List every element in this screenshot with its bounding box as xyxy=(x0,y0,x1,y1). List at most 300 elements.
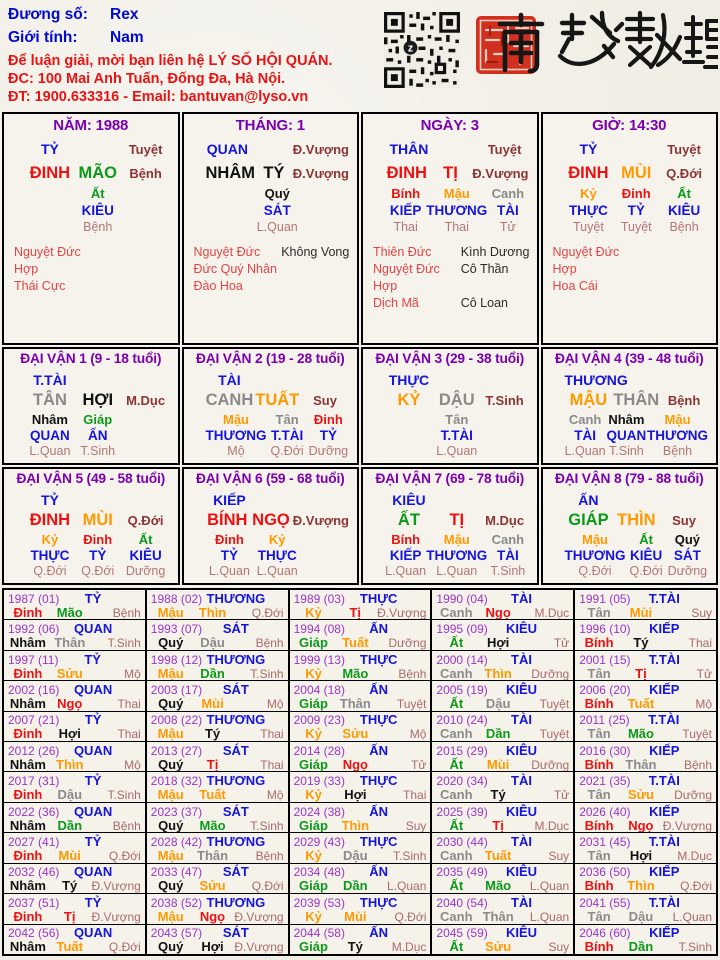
year-cell xyxy=(290,925,431,954)
year-pillar-line xyxy=(579,909,712,924)
year-stem: Giáp xyxy=(299,635,328,650)
year-cell xyxy=(290,803,431,832)
hidden-ten-god: TỶ xyxy=(89,548,107,563)
year-pillar-line xyxy=(294,818,427,833)
ten-god-label: QUAN xyxy=(206,141,248,157)
year-header-line xyxy=(8,591,141,605)
year-stage: Dưỡng xyxy=(531,666,570,681)
year-cell xyxy=(147,925,288,954)
year-pillar-line xyxy=(579,696,712,711)
year-pillar-line xyxy=(8,635,141,650)
year-cell xyxy=(432,772,573,801)
year-stage: Suy xyxy=(548,940,570,954)
year-stem: Mậu xyxy=(157,908,184,924)
hidden-stage: Q.Đới xyxy=(81,564,115,578)
year-ten-god: KIẾP xyxy=(649,681,680,697)
year-label: 1994 (08) xyxy=(293,622,345,637)
month-stage-label: Tuyệt xyxy=(487,141,522,157)
year-stage: Q.Đới xyxy=(108,849,141,863)
year-cell xyxy=(4,833,145,862)
year-branch: Thân xyxy=(625,756,657,772)
year-stem: Canh xyxy=(440,848,473,863)
hidden-stems xyxy=(4,532,178,580)
year-stage: L.Quan xyxy=(529,909,570,924)
year-branch: Tý xyxy=(490,787,506,802)
year-label: 1997 (11) xyxy=(8,652,59,667)
year-ten-god: KIÊU xyxy=(505,803,537,819)
year-pillar-line xyxy=(8,878,141,893)
hidden-stage: L.Quan xyxy=(385,564,427,578)
earthly-branch: MÙI xyxy=(621,163,652,182)
neutral-star xyxy=(281,261,353,278)
hidden-stems xyxy=(543,532,717,580)
year-cell xyxy=(575,651,716,680)
year-ten-god: T.TÀI xyxy=(648,651,680,667)
year-header-line xyxy=(151,925,284,939)
year-label: 2042 (56) xyxy=(8,926,60,941)
year-pillar-line xyxy=(151,939,284,954)
year-cell xyxy=(432,712,573,741)
year-label: 1991 (05) xyxy=(579,591,631,606)
year-stem: Tân xyxy=(587,665,611,681)
year-pillar-line xyxy=(436,726,569,741)
year-pillar-line xyxy=(8,666,141,681)
year-branch: Mùi xyxy=(58,848,81,863)
year-cell xyxy=(290,681,431,710)
year-label: 2003 (17) xyxy=(150,682,203,697)
year-cell xyxy=(290,742,431,771)
year-stem: Quý xyxy=(158,817,184,833)
year-stem: Bính xyxy=(584,695,614,711)
year-header-line xyxy=(151,652,284,666)
year-ten-god: QUAN xyxy=(73,621,113,637)
hidden-ten-god: KIÊU xyxy=(667,203,701,218)
year-header-line xyxy=(8,743,141,757)
year-ten-god: THỰC xyxy=(359,590,398,606)
dai-van-box xyxy=(2,347,180,465)
year-header-line xyxy=(436,895,569,909)
year-header-line xyxy=(294,773,427,787)
hidden-ten-god: ẤN xyxy=(87,428,108,443)
year-header-line xyxy=(579,925,712,939)
ten-god-label: THỰC xyxy=(388,371,430,388)
neutral-star xyxy=(102,244,174,278)
year-cell xyxy=(147,894,288,923)
hidden-stem: Mậu xyxy=(443,532,470,547)
hidden-stage: L.Quan xyxy=(256,564,298,578)
year-label: 2043 (57) xyxy=(150,926,203,941)
year-branch: Ngọ xyxy=(342,756,368,772)
year-ten-god: TỶ xyxy=(84,773,102,789)
ten-god-label: TÀI xyxy=(218,371,241,388)
year-label: 1989 (03) xyxy=(293,591,345,606)
year-stem: Đinh xyxy=(13,848,43,863)
year-ten-god: T.TÀI xyxy=(648,590,680,606)
year-ten-god: TỶ xyxy=(84,712,102,728)
year-pillar-line xyxy=(8,726,141,741)
year-stage: Dưỡng xyxy=(674,788,712,802)
year-pillar-line xyxy=(151,818,284,833)
month-stage-label: Đ.Vượng xyxy=(292,141,349,157)
year-stem: Bính xyxy=(584,939,614,954)
year-cell xyxy=(4,803,145,832)
hidden-stem-group xyxy=(122,532,170,580)
year-branch: Mùi xyxy=(344,908,367,924)
year-ten-god: THỰC xyxy=(359,712,398,728)
ten-god-label: T.TÀI xyxy=(33,371,67,388)
year-stem: Ất xyxy=(449,817,464,833)
year-stem: Tân xyxy=(587,604,611,620)
year-label: 2022 (36) xyxy=(8,804,60,819)
year-pillar-line xyxy=(151,696,284,711)
year-stage: L.Quan xyxy=(672,909,712,924)
year-cell xyxy=(4,620,145,649)
year-label: 2024 (38) xyxy=(293,804,345,819)
year-cell xyxy=(147,833,288,862)
year-branch: Sửu xyxy=(199,878,226,894)
hidden-ten-god: KIẾP xyxy=(389,548,422,563)
year-stem: Giáp xyxy=(299,756,328,772)
hidden-stem: Ất xyxy=(677,186,691,201)
hidden-stem-group xyxy=(74,532,122,580)
year-header-line xyxy=(436,834,569,848)
year-label: 1988 (02) xyxy=(150,591,203,606)
heavenly-stem: ĐINH xyxy=(29,511,71,529)
hidden-stem-group xyxy=(308,412,349,460)
hidden-ten-god: QUAN xyxy=(606,428,647,443)
self-stage-label: M.Dục xyxy=(485,513,525,528)
year-stage: Tử xyxy=(553,788,570,802)
year-stage: Bệnh xyxy=(683,757,712,772)
year-label: 1996 (10) xyxy=(579,622,631,637)
hidden-ten-god: T.TÀI xyxy=(440,428,473,443)
year-ten-god: KIẾP xyxy=(649,803,680,819)
year-stem: Bính xyxy=(584,817,614,833)
ten-god-label: THÂN xyxy=(389,141,429,157)
hidden-stage: Tuyệt xyxy=(620,220,652,234)
year-stage: Bệnh xyxy=(112,818,141,833)
pillar-row xyxy=(363,389,537,412)
year-branch: Mùi xyxy=(201,695,224,711)
year-label: 2011 (25) xyxy=(579,713,630,728)
star-row xyxy=(373,295,533,312)
year-stage: Đ.Vượng xyxy=(91,879,141,894)
year-pillar-line xyxy=(151,635,284,650)
hidden-stem-group xyxy=(426,186,487,237)
year-label: 2005 (19) xyxy=(436,682,488,697)
year-ten-god: T.TÀI xyxy=(648,834,680,850)
year-header-line xyxy=(436,743,569,757)
year-cell xyxy=(4,651,145,680)
year-stage: Q.Đới xyxy=(251,605,284,620)
hidden-stem: Quý xyxy=(264,186,290,201)
year-cell xyxy=(290,651,431,680)
year-cell xyxy=(290,833,431,862)
year-branch: Tị xyxy=(63,908,76,924)
year-cell xyxy=(147,712,288,741)
year-cell xyxy=(432,651,573,680)
year-branch: Tị xyxy=(349,604,362,620)
year-stage: Bệnh xyxy=(398,666,427,681)
year-ten-god: TỶ xyxy=(84,590,102,606)
hidden-stems xyxy=(363,532,537,580)
year-branch: Mùi xyxy=(486,756,510,772)
year-stem: Mậu xyxy=(157,848,184,863)
year-label: 1999 (13) xyxy=(293,652,345,667)
year-ten-god: TỶ xyxy=(84,894,102,910)
neutral-star: Cô Thần xyxy=(460,262,509,276)
year-label: 2028 (42) xyxy=(150,835,203,850)
hidden-stem-group xyxy=(565,186,613,237)
year-stem: Quý xyxy=(158,756,184,772)
hidden-stem: Đinh xyxy=(214,532,244,547)
year-pillar-line xyxy=(294,605,427,620)
pillar-row xyxy=(543,160,717,186)
natal-pillar-box xyxy=(182,112,360,345)
year-stage: Tử xyxy=(411,757,427,772)
year-pillar-line xyxy=(151,787,284,802)
ten-god-label: KIẾP xyxy=(213,491,246,508)
year-stage: T.Sinh xyxy=(107,788,141,802)
year-pillar-line xyxy=(294,909,427,924)
year-header-line xyxy=(294,834,427,848)
year-stem: Mậu xyxy=(157,665,184,681)
year-ten-god: TÀI xyxy=(511,773,532,789)
hidden-stage: Bệnh xyxy=(669,220,699,234)
year-label: 2015 (29) xyxy=(436,743,488,758)
year-stem: Ất xyxy=(449,939,464,954)
hidden-stem: Tân xyxy=(445,412,469,427)
year-ten-god: T.TÀI xyxy=(648,712,680,728)
year-cell xyxy=(432,590,573,619)
self-stage-label: Q.Đới xyxy=(666,165,703,181)
year-stage: T.Sinh xyxy=(678,940,712,954)
self-stage-label: Bệnh xyxy=(129,165,162,181)
stars-list xyxy=(4,237,178,295)
hidden-stems xyxy=(184,412,358,460)
self-stage-label: Bệnh xyxy=(667,393,701,408)
year-stem: Nhâm xyxy=(9,817,46,833)
hidden-stem-group xyxy=(206,412,267,460)
box-title: NĂM: 1988 xyxy=(53,117,129,134)
year-stage: Mộ xyxy=(695,696,712,711)
neutral-star xyxy=(640,278,712,295)
year-cell xyxy=(432,833,573,862)
year-cell xyxy=(147,590,288,619)
year-branch: Tuất xyxy=(484,848,512,863)
god-status-row xyxy=(4,490,178,509)
year-ten-god: TÀI xyxy=(511,834,532,850)
year-header-line xyxy=(151,712,284,726)
hidden-stem-group xyxy=(385,186,426,237)
year-header-line xyxy=(579,864,712,878)
year-header-line xyxy=(436,682,569,696)
year-branch: Tý xyxy=(62,878,78,894)
year-cell xyxy=(290,864,431,893)
year-branch: Tuất xyxy=(56,939,83,954)
subject-name-value: Rex xyxy=(110,6,139,23)
year-cell xyxy=(4,712,145,741)
hidden-stem-group xyxy=(667,532,708,580)
hidden-ten-god: KIÊU xyxy=(629,548,663,563)
year-ten-god: THƯƠNG xyxy=(206,773,266,789)
year-header-line xyxy=(294,743,427,757)
year-stage: Bệnh xyxy=(255,849,284,863)
year-header-line xyxy=(579,834,712,848)
year-header-line xyxy=(579,652,712,666)
year-ten-god: ẤN xyxy=(369,864,389,880)
year-label: 2000 (14) xyxy=(436,652,488,667)
year-stem: Đinh xyxy=(13,787,43,802)
year-label: 2034 (48) xyxy=(293,865,345,880)
year-stem: Ất xyxy=(449,695,464,711)
hidden-stems xyxy=(184,186,358,237)
year-label: 2002 (16) xyxy=(8,682,60,697)
neutral-star: Kình Dương xyxy=(460,245,530,259)
year-pillar-line xyxy=(151,666,284,681)
year-label: 2040 (54) xyxy=(436,895,488,910)
year-ten-god: ẤN xyxy=(369,621,389,637)
month-stage-label: Tuyệt xyxy=(128,141,163,157)
heavenly-stem: CANH xyxy=(205,391,254,409)
year-pillar-line xyxy=(294,787,427,802)
year-ten-god: KIÊU xyxy=(505,864,537,880)
year-ten-god: THỰC xyxy=(359,773,398,789)
box-title: NGÀY: 3 xyxy=(420,117,479,134)
box-title: ĐẠI VẬN 4 (39 - 48 tuổi) xyxy=(554,351,704,366)
hidden-stage: Q.Đới xyxy=(578,564,612,578)
year-pillar-line xyxy=(294,939,427,954)
year-stage: Dưỡng xyxy=(531,757,570,772)
year-stem: Nhâm xyxy=(9,939,46,954)
year-header-line xyxy=(436,652,569,666)
year-branch: Dần xyxy=(343,878,368,894)
hidden-ten-god: THỰC xyxy=(257,548,297,563)
self-stage-label: M.Dục xyxy=(126,393,166,408)
year-branch: Dậu xyxy=(485,695,511,711)
year-pillar-line xyxy=(294,848,427,863)
year-cell xyxy=(4,742,145,771)
ten-god-label: ẤN xyxy=(578,491,599,508)
year-pillar-line xyxy=(294,635,427,650)
year-cell xyxy=(290,590,431,619)
pillar-row xyxy=(4,509,178,532)
gender-label: Giới tính: xyxy=(8,29,78,46)
hidden-stem: Kỷ xyxy=(268,532,286,547)
year-stem: Đinh xyxy=(13,908,43,924)
year-branch: Thìn xyxy=(341,817,370,833)
year-label: 2026 (40) xyxy=(579,804,631,819)
year-stem: Giáp xyxy=(299,817,328,833)
year-branch: Thìn xyxy=(484,665,512,681)
year-stem: Quý xyxy=(158,878,184,894)
god-status-row xyxy=(363,370,537,389)
year-label: 2033 (47) xyxy=(150,865,203,880)
year-stage: Tuyệt xyxy=(682,727,712,742)
year-header-line xyxy=(151,621,284,635)
auspicious-star: Dịch Mã xyxy=(373,296,419,310)
hidden-stem: Quý xyxy=(674,532,701,547)
pillar-row xyxy=(184,389,358,412)
year-pillar-line xyxy=(151,726,284,741)
year-label: 2019 (33) xyxy=(293,774,345,789)
hidden-ten-god: T.TÀI xyxy=(270,428,304,443)
hidden-stem: Mậu xyxy=(443,186,470,201)
year-stem: Nhâm xyxy=(9,695,46,711)
stars-list xyxy=(543,237,717,295)
year-stage: Bệnh xyxy=(255,636,284,650)
month-stage-label: Tuyệt xyxy=(667,141,701,157)
year-ten-god: QUAN xyxy=(73,864,113,880)
year-header-line xyxy=(579,682,712,696)
hidden-ten-god: TỶ xyxy=(319,428,337,443)
hidden-stem-group xyxy=(385,532,426,580)
year-fortune-table xyxy=(2,588,718,956)
year-stem: Tân xyxy=(587,908,611,924)
year-label: 2018 (32) xyxy=(150,774,203,789)
year-stage: Thai xyxy=(688,636,712,650)
earthly-branch: HỢI xyxy=(82,391,114,409)
year-pillar-line xyxy=(436,635,569,650)
hidden-stage: Bệnh xyxy=(662,444,693,458)
year-ten-god: TÀI xyxy=(511,651,532,667)
hidden-ten-god: KIẾP xyxy=(389,203,422,218)
year-stem: Kỷ xyxy=(305,604,322,620)
year-pillar-line xyxy=(436,787,569,802)
year-label: 2010 (24) xyxy=(436,713,488,728)
year-ten-god: ẤN xyxy=(369,925,389,941)
year-stem: Giáp xyxy=(299,878,328,894)
year-header-line xyxy=(151,591,284,605)
neutral-star xyxy=(281,278,353,295)
heavenly-stem: BÍNH xyxy=(207,511,248,529)
year-stem: Bính xyxy=(584,635,614,650)
hidden-stem: Mậu xyxy=(222,412,249,427)
year-stage: Tuyệt xyxy=(396,696,427,711)
year-header-line xyxy=(436,621,569,635)
gender-value: Nam xyxy=(110,29,144,46)
hidden-stem: Canh xyxy=(491,186,525,201)
year-pillar-line xyxy=(8,909,141,924)
natal-pillar-box xyxy=(361,112,539,345)
year-stem: Giáp xyxy=(299,695,328,711)
year-cell xyxy=(290,772,431,801)
year-ten-god: KIÊU xyxy=(505,742,537,758)
earthly-branch: MÙI xyxy=(82,511,113,529)
year-cell xyxy=(575,925,716,954)
hidden-stem: Bính xyxy=(391,186,421,201)
hidden-stem-group xyxy=(253,532,301,580)
year-stage: Suy xyxy=(548,849,570,863)
year-pillar-line xyxy=(436,666,569,681)
box-title: ĐẠI VẬN 1 (9 - 18 tuổi) xyxy=(20,351,162,366)
pillar-row xyxy=(363,160,537,186)
year-ten-god: QUAN xyxy=(73,925,113,941)
star-row xyxy=(553,278,713,295)
year-stem: Quý xyxy=(158,939,184,954)
year-stage: Đ.Vượng xyxy=(234,940,284,954)
svg-text:z: z xyxy=(407,42,414,55)
year-stage: Thai xyxy=(260,727,284,742)
year-branch: Tý xyxy=(347,939,363,954)
ten-god-label: TỶ xyxy=(40,491,59,508)
year-stem: Đinh xyxy=(13,726,43,742)
year-branch: Ngọ xyxy=(485,604,511,620)
year-label: 2046 (60) xyxy=(579,926,631,941)
year-ten-god: KIẾP xyxy=(649,864,680,880)
year-branch: Tuất xyxy=(627,695,655,711)
year-cell xyxy=(290,620,431,649)
